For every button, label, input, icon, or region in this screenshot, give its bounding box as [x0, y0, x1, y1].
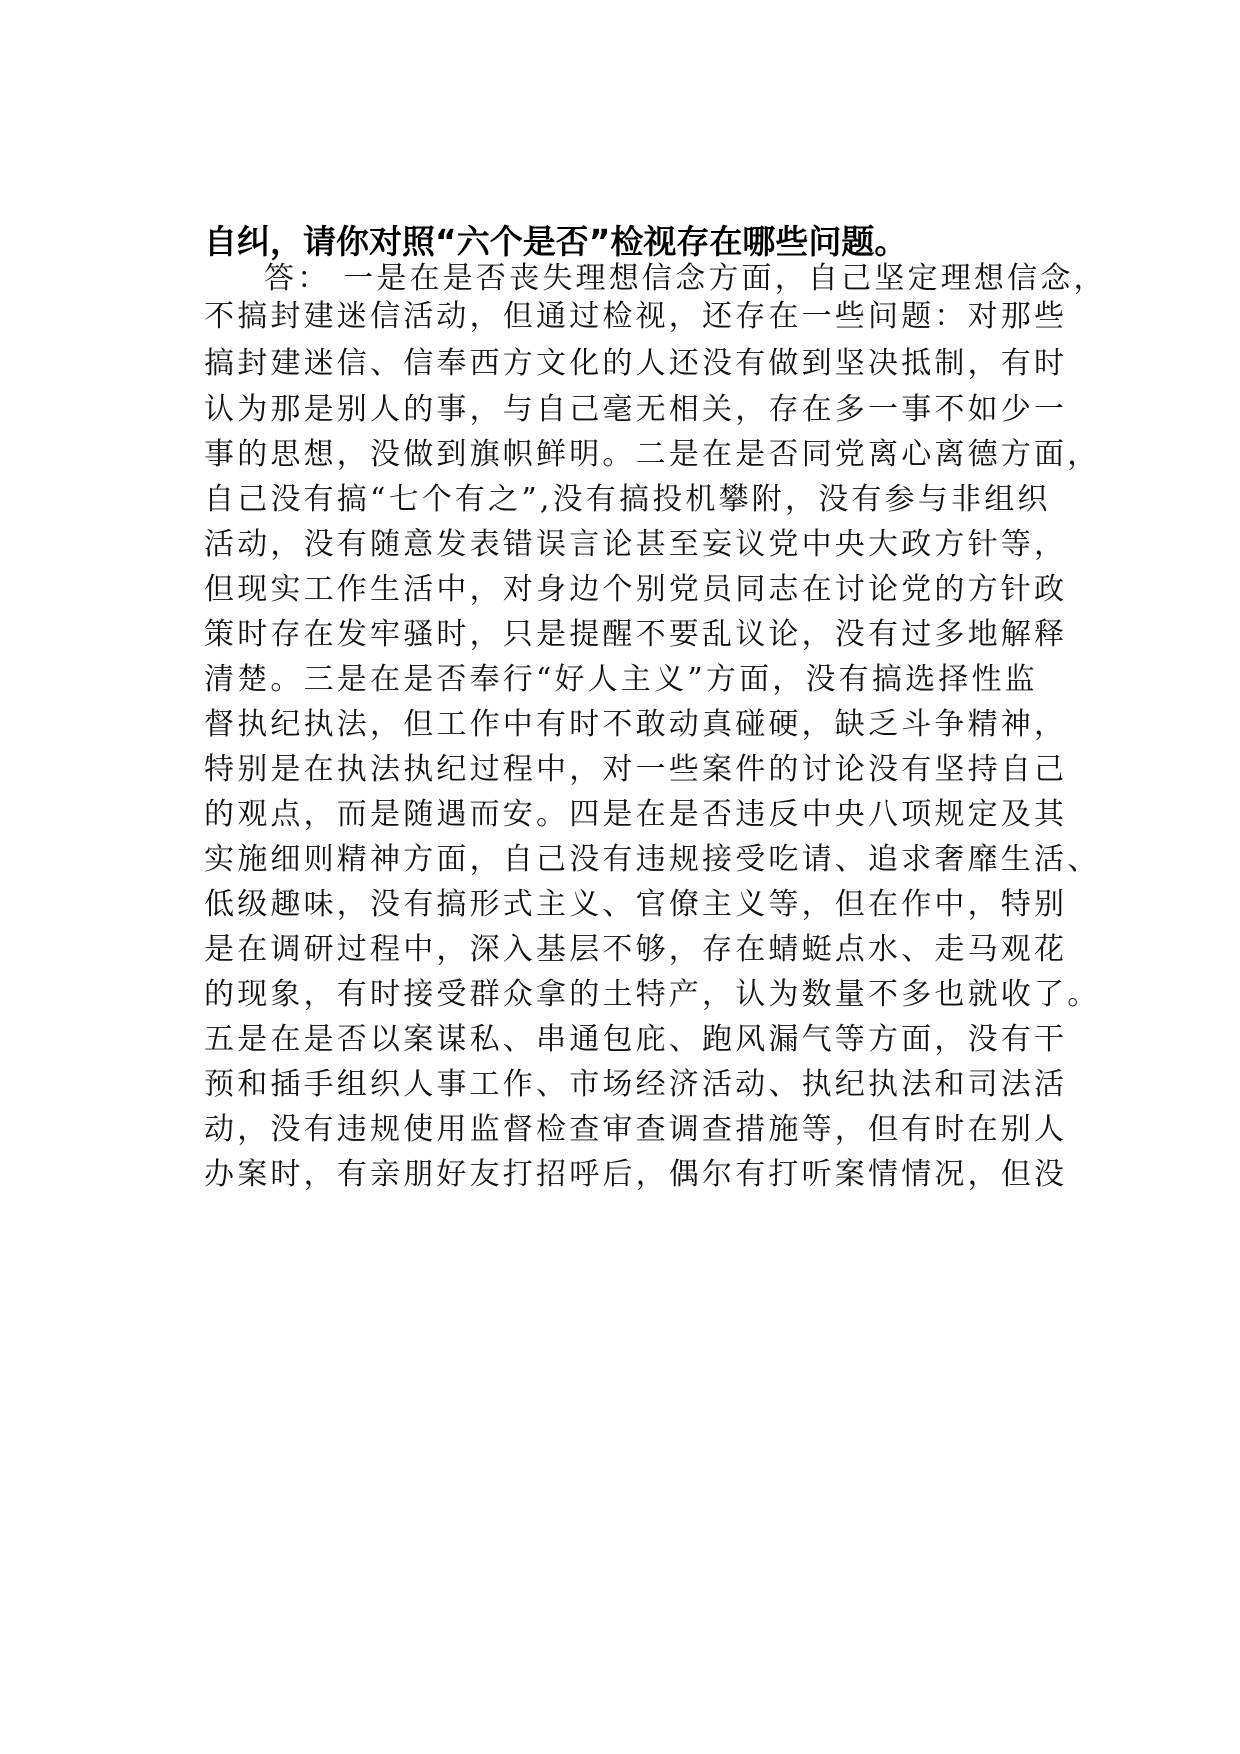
body-line-12: 特别是在执法执纪过程中，对一些案件的讨论没有坚持自己 — [204, 752, 1068, 787]
body-line-3: 搞封建迷信、信奉西方文化的人还没有做到坚决抵制，有时 — [204, 346, 1068, 381]
body-line-6: 自己没有搞“七个有之”,没有搞投机攀附，没有参与非组织 — [204, 482, 1051, 517]
body-line-19: 预和插手组织人事工作、市场经济活动、执纪执法和司法活 — [204, 1067, 1068, 1102]
body-line-13: 的观点，而是随遇而安。四是在是否违反中央八项规定及其 — [204, 797, 1068, 832]
body-line-21: 办案时，有亲朋好友打招呼后，偶尔有打听案情情况，但没 — [204, 1157, 1068, 1192]
body-line-14: 实施细则精神方面，自己没有违规接受吃请、追求奢靡生活、 — [204, 842, 1101, 877]
body-line-20: 动，没有违规使用监督检查审查调查措施等，但有时在别人 — [204, 1112, 1068, 1147]
answer-line-first: 答： 一是在是否丧失理想信念方面，自己坚定理想信念， — [264, 261, 1107, 296]
body-line-16: 是在调研过程中，深入基层不够，存在蜻蜓点水、走马观花 — [204, 932, 1068, 967]
body-line-18: 五是在是否以案谋私、串通包庇、跑风漏气等方面，没有干 — [204, 1022, 1068, 1057]
body-line-11: 督执纪执法，但工作中有时不敢动真碰硬，缺乏斗争精神， — [204, 707, 1068, 742]
question-heading: 自纠，请你对照“六个是否”检视存在哪些问题。 — [204, 222, 908, 261]
body-line-2: 不搞封建迷信活动，但通过检视，还存在一些问题：对那些 — [204, 299, 1068, 334]
body-line-4: 认为那是别人的事，与自己毫无相关，存在多一事不如少一 — [204, 392, 1068, 427]
body-line-10: 清楚。三是在是否奉行“好人主义”方面，没有搞选择性监 — [204, 662, 1038, 697]
body-line-7: 活动，没有随意发表错误言论甚至妄议党中央大政方针等， — [204, 527, 1068, 562]
body-line-9: 策时存在发牢骚时，只是提醒不要乱议论，没有过多地解释 — [204, 617, 1068, 652]
body-line-8: 但现实工作生活中，对身边个别党员同志在讨论党的方针政 — [204, 572, 1068, 607]
body-line-5: 事的思想，没做到旗帜鲜明。二是在是否同党离心离德方面， — [204, 437, 1101, 472]
body-line-17: 的现象，有时接受群众拿的土特产，认为数量不多也就收了。 — [204, 977, 1101, 1012]
body-line-15: 低级趣味，没有搞形式主义、官僚主义等，但在作中，特别 — [204, 887, 1068, 922]
